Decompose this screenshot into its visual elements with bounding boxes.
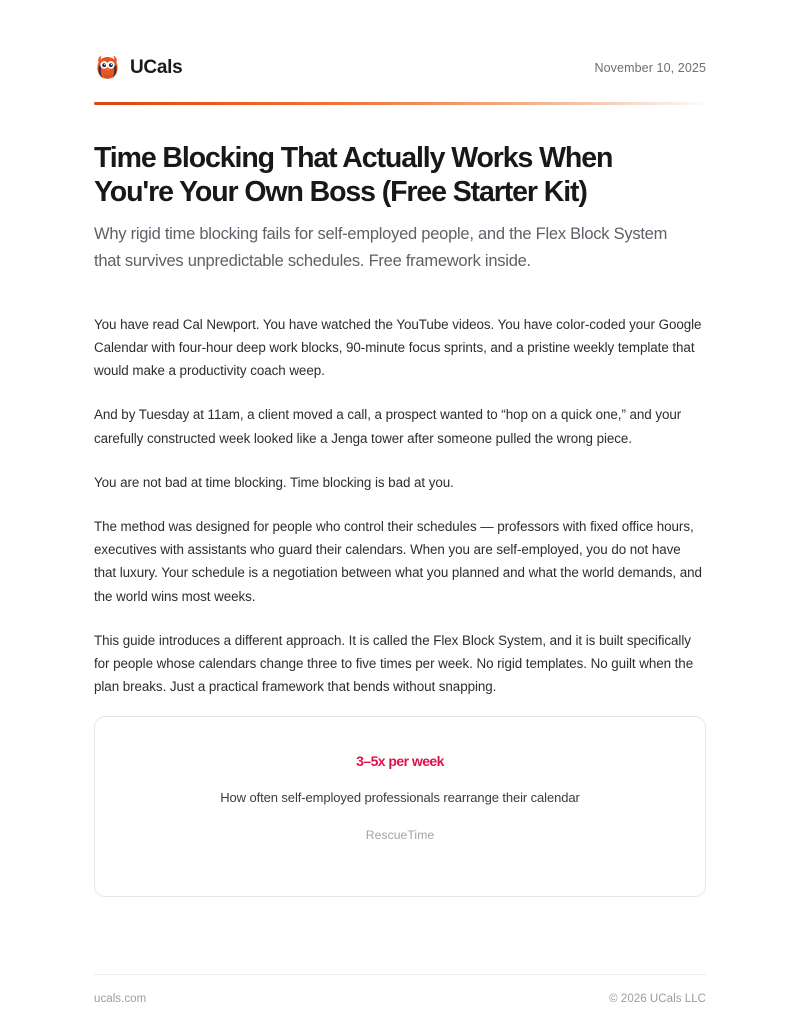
footer-divider (94, 974, 706, 975)
stat-callout-card (94, 716, 706, 896)
page-subtitle: Why rigid time blocking fails for self-employed people, and the Flex Block System that survives unpredictable schedules. Free framework inside. (94, 225, 668, 271)
page-footer (94, 974, 706, 1035)
footer-row (94, 993, 706, 1005)
stat-source: RescueTime (365, 827, 435, 842)
footer-site-link[interactable]: ucals.com (94, 993, 147, 1005)
owl-icon (94, 54, 121, 81)
footer-copyright: © 2026 UCals LLC (609, 993, 706, 1005)
header-gradient-rule (94, 102, 706, 105)
stat-value: 3–5x per week (356, 753, 444, 770)
brand-name: UCals (130, 57, 183, 78)
brand-lockup[interactable] (94, 54, 182, 81)
article-paragraph: The method was designed for people who control their schedules — professors with fixed office hours, executives with assistants who guard their calendars. When you are self-employed, you do not have that luxury. Your schedule is a negotiation between what you planned and what the world demands, and the world wins most weeks. (94, 518, 702, 604)
stat-label: How often self-employed professionals rearrange their calendar (220, 790, 580, 806)
page-title: Time Blocking That Actually Works When You're Your Own Boss (Free Starter Kit) (94, 142, 613, 209)
article-body (94, 313, 706, 698)
article-paragraph: You have read Cal Newport. You have watched the YouTube videos. You have color-coded your Google Calendar with four-hour deep work blocks, 90-minute focus sprints, and a pristine weekly template that would make a productivity coach weep. (94, 316, 702, 379)
masthead (94, 0, 706, 81)
article-paragraph: You are not bad at time blocking. Time blocking is bad at you. (94, 474, 454, 490)
article-paragraph: And by Tuesday at 11am, a client moved a call, a prospect wanted to “hop on a quick one,” and your carefully constructed week looked like a Jenga tower after someone pulled the wrong piece. (94, 407, 682, 446)
article-paragraph: This guide introduces a different approach. It is called the Flex Block System, and it is built specifically for people whose calendars change three to five times per week. No rigid templates. No guilt when the plan breaks. Just a practical framework that bends without snapping. (94, 632, 694, 695)
issue-date: November 10, 2025 (594, 60, 706, 75)
